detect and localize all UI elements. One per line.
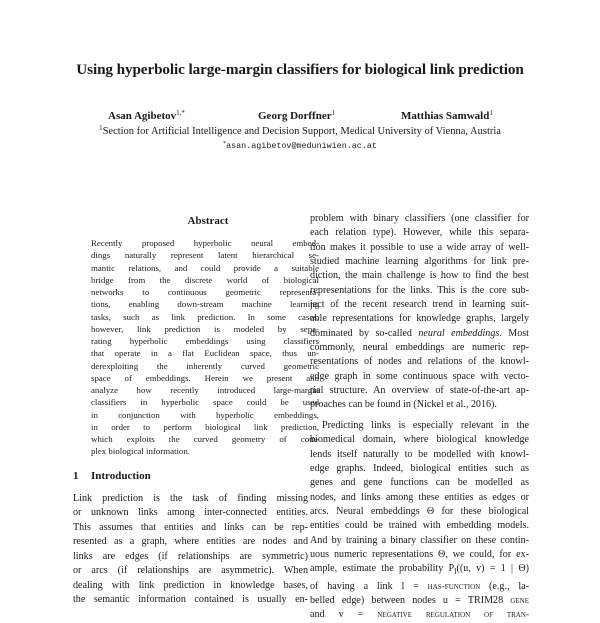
text-line: however, link prediction is modeled by sepa- xyxy=(91,323,319,334)
text-line: or arcs (if relationships are asymmetric). When xyxy=(73,565,308,577)
author-name: Georg Dorffner xyxy=(258,110,332,122)
text-line: tasks, such as link prediction. In some cases, xyxy=(91,311,319,322)
text-line: rial structure. An overview of state-of-the-art ap- xyxy=(310,385,529,397)
text-line: derexploiting the inherently curved geometric xyxy=(91,360,319,371)
text-line: Predicting links is especially relevant in the xyxy=(322,419,529,431)
text-line: And by training a binary classifier on these contin- xyxy=(310,534,529,546)
email-text: asan.agibetov@meduniwien.ac.at xyxy=(226,141,377,151)
text-line: analyze how recently introduced large-margin xyxy=(91,385,319,395)
author-name: Matthias Samwald xyxy=(401,110,490,122)
text-line: resented as a graph, where entities are nodes and xyxy=(73,536,308,548)
text-line: proaches can be found in (Nickel et al., 2016). xyxy=(310,399,497,411)
introduction-body xyxy=(73,492,308,608)
text-line: lends itself naturally to be modelled with knowl- xyxy=(310,448,529,460)
author-1 xyxy=(108,109,185,122)
text-line: representations for the links. This is the core sub- xyxy=(310,284,529,296)
text-line: dominated by so-called neural embeddings. Most xyxy=(310,327,529,339)
section-title: Introduction xyxy=(91,470,151,482)
text-line: biomedical domain, where biological knowledge xyxy=(310,434,529,446)
text-line: arcs. Neural embeddings Θ for these biological xyxy=(310,505,529,517)
text-line: edge graphs. Indeed, biological entities such as xyxy=(310,462,529,474)
text-line: space of embeddings. Herein we present and xyxy=(91,372,319,383)
text-line: Recently proposed hyperbolic neural embed- xyxy=(91,238,319,248)
text-line: belled edge) between nodes u = TRIM28 gene xyxy=(310,594,529,606)
text-line: genes and gene functions can be modelled as xyxy=(310,477,529,489)
text-line: Link prediction is the task of finding missing xyxy=(73,493,308,504)
author-2 xyxy=(258,109,335,122)
text-line: dealing with link prediction in knowledge bases, xyxy=(73,579,308,591)
abstract-body xyxy=(91,237,319,458)
text-line: in conjunction with hyperbolic embeddings, xyxy=(91,409,319,420)
affiliation-text: Section for Artificial Intelligence and Decision Support, Medical University of Vienna, Austria xyxy=(102,126,501,137)
introduction-heading xyxy=(73,470,151,482)
text-line: bridge from the discrete world of biological xyxy=(91,274,319,285)
text-line: entities could be trained with embedding models. xyxy=(310,520,529,532)
text-line: problem with binary classifiers (one classifier for xyxy=(310,213,529,224)
text-line: resentations of nodes and relations of the knowl- xyxy=(310,356,529,368)
text-line: uous numeric representations Θ, we could, for ex- xyxy=(310,548,529,560)
emphasis: neural embeddings xyxy=(418,327,500,339)
text-line: networks to continuous geometric representa- xyxy=(91,287,319,297)
text-line: studied machine learning algorithms for link pre- xyxy=(310,256,529,268)
text-line: ample, estimate the probability $P_l((u$, v) = 1 | Θ) xyxy=(310,563,530,577)
text-line: of having a link l = has-function (e.g., la- xyxy=(310,580,529,592)
author-3 xyxy=(401,109,493,122)
text-line: which exploits the curved geometry of com- xyxy=(91,434,319,444)
author-superscript: 1,* xyxy=(176,109,185,117)
text-line: in order to perform biological link prediction, xyxy=(91,421,319,432)
text-line: or unknown links among inter-connected entities. xyxy=(73,507,308,519)
text-line: dings naturally represent latent hierarchical se- xyxy=(91,250,319,261)
author-name: Asan Agibetov xyxy=(108,110,177,122)
text-line: edge graph in some continuous space with vecto- xyxy=(310,370,529,382)
email xyxy=(0,141,600,151)
affiliation-superscript: 1 xyxy=(99,124,103,132)
affiliation xyxy=(0,124,600,137)
small-caps-term: has-function xyxy=(427,581,481,592)
text-line: rating hyperbolic embeddings using classifiers xyxy=(91,336,319,346)
text-line: ject of the recent research trend in learning suit- xyxy=(310,299,529,311)
text-line: mantic relations, and could provide a suitable xyxy=(91,262,319,273)
text-line: and v = negative regulation of tran- xyxy=(310,609,530,621)
text-line: that operate in a flat Euclidean space, thus un- xyxy=(91,348,319,359)
section-number: 1 xyxy=(73,470,79,482)
text-line: plex biological information. xyxy=(91,446,190,457)
text-line: tion makes it possible to use a wide array of well- xyxy=(310,241,529,253)
text-line: tions, enabling down-stream machine learning xyxy=(91,299,319,310)
text-line: the semantic information contained is usually en- xyxy=(73,594,308,606)
abstract-heading: Abstract xyxy=(187,215,229,227)
author-superscript: 1 xyxy=(489,109,493,117)
text-line: each relation type). However, while this separa- xyxy=(310,227,529,239)
text-line: nodes, and links among these entities as edges or xyxy=(310,491,529,503)
text-line: commonly, neural embeddings are numeric rep- xyxy=(310,342,529,354)
text-line: diction, the main challenge is how to find the best xyxy=(310,270,529,282)
author-superscript: 1 xyxy=(331,109,336,117)
small-caps-term: gene xyxy=(510,595,529,606)
text-line: This assumes that entities and links can be rep- xyxy=(73,521,308,533)
paper-title: Using hyperbolic large-margin classifiers for biological link prediction xyxy=(76,61,524,78)
email-superscript: * xyxy=(223,141,227,147)
text-line: links are edges (if relationships are symmetric) xyxy=(73,550,308,562)
text-line: able representations for knowledge graphs, largely xyxy=(310,313,529,325)
small-caps-term: negative regulation of tran- xyxy=(377,610,530,621)
text-line: classifiers in hyperbolic space could be used xyxy=(91,397,319,408)
right-column-body xyxy=(310,212,529,623)
